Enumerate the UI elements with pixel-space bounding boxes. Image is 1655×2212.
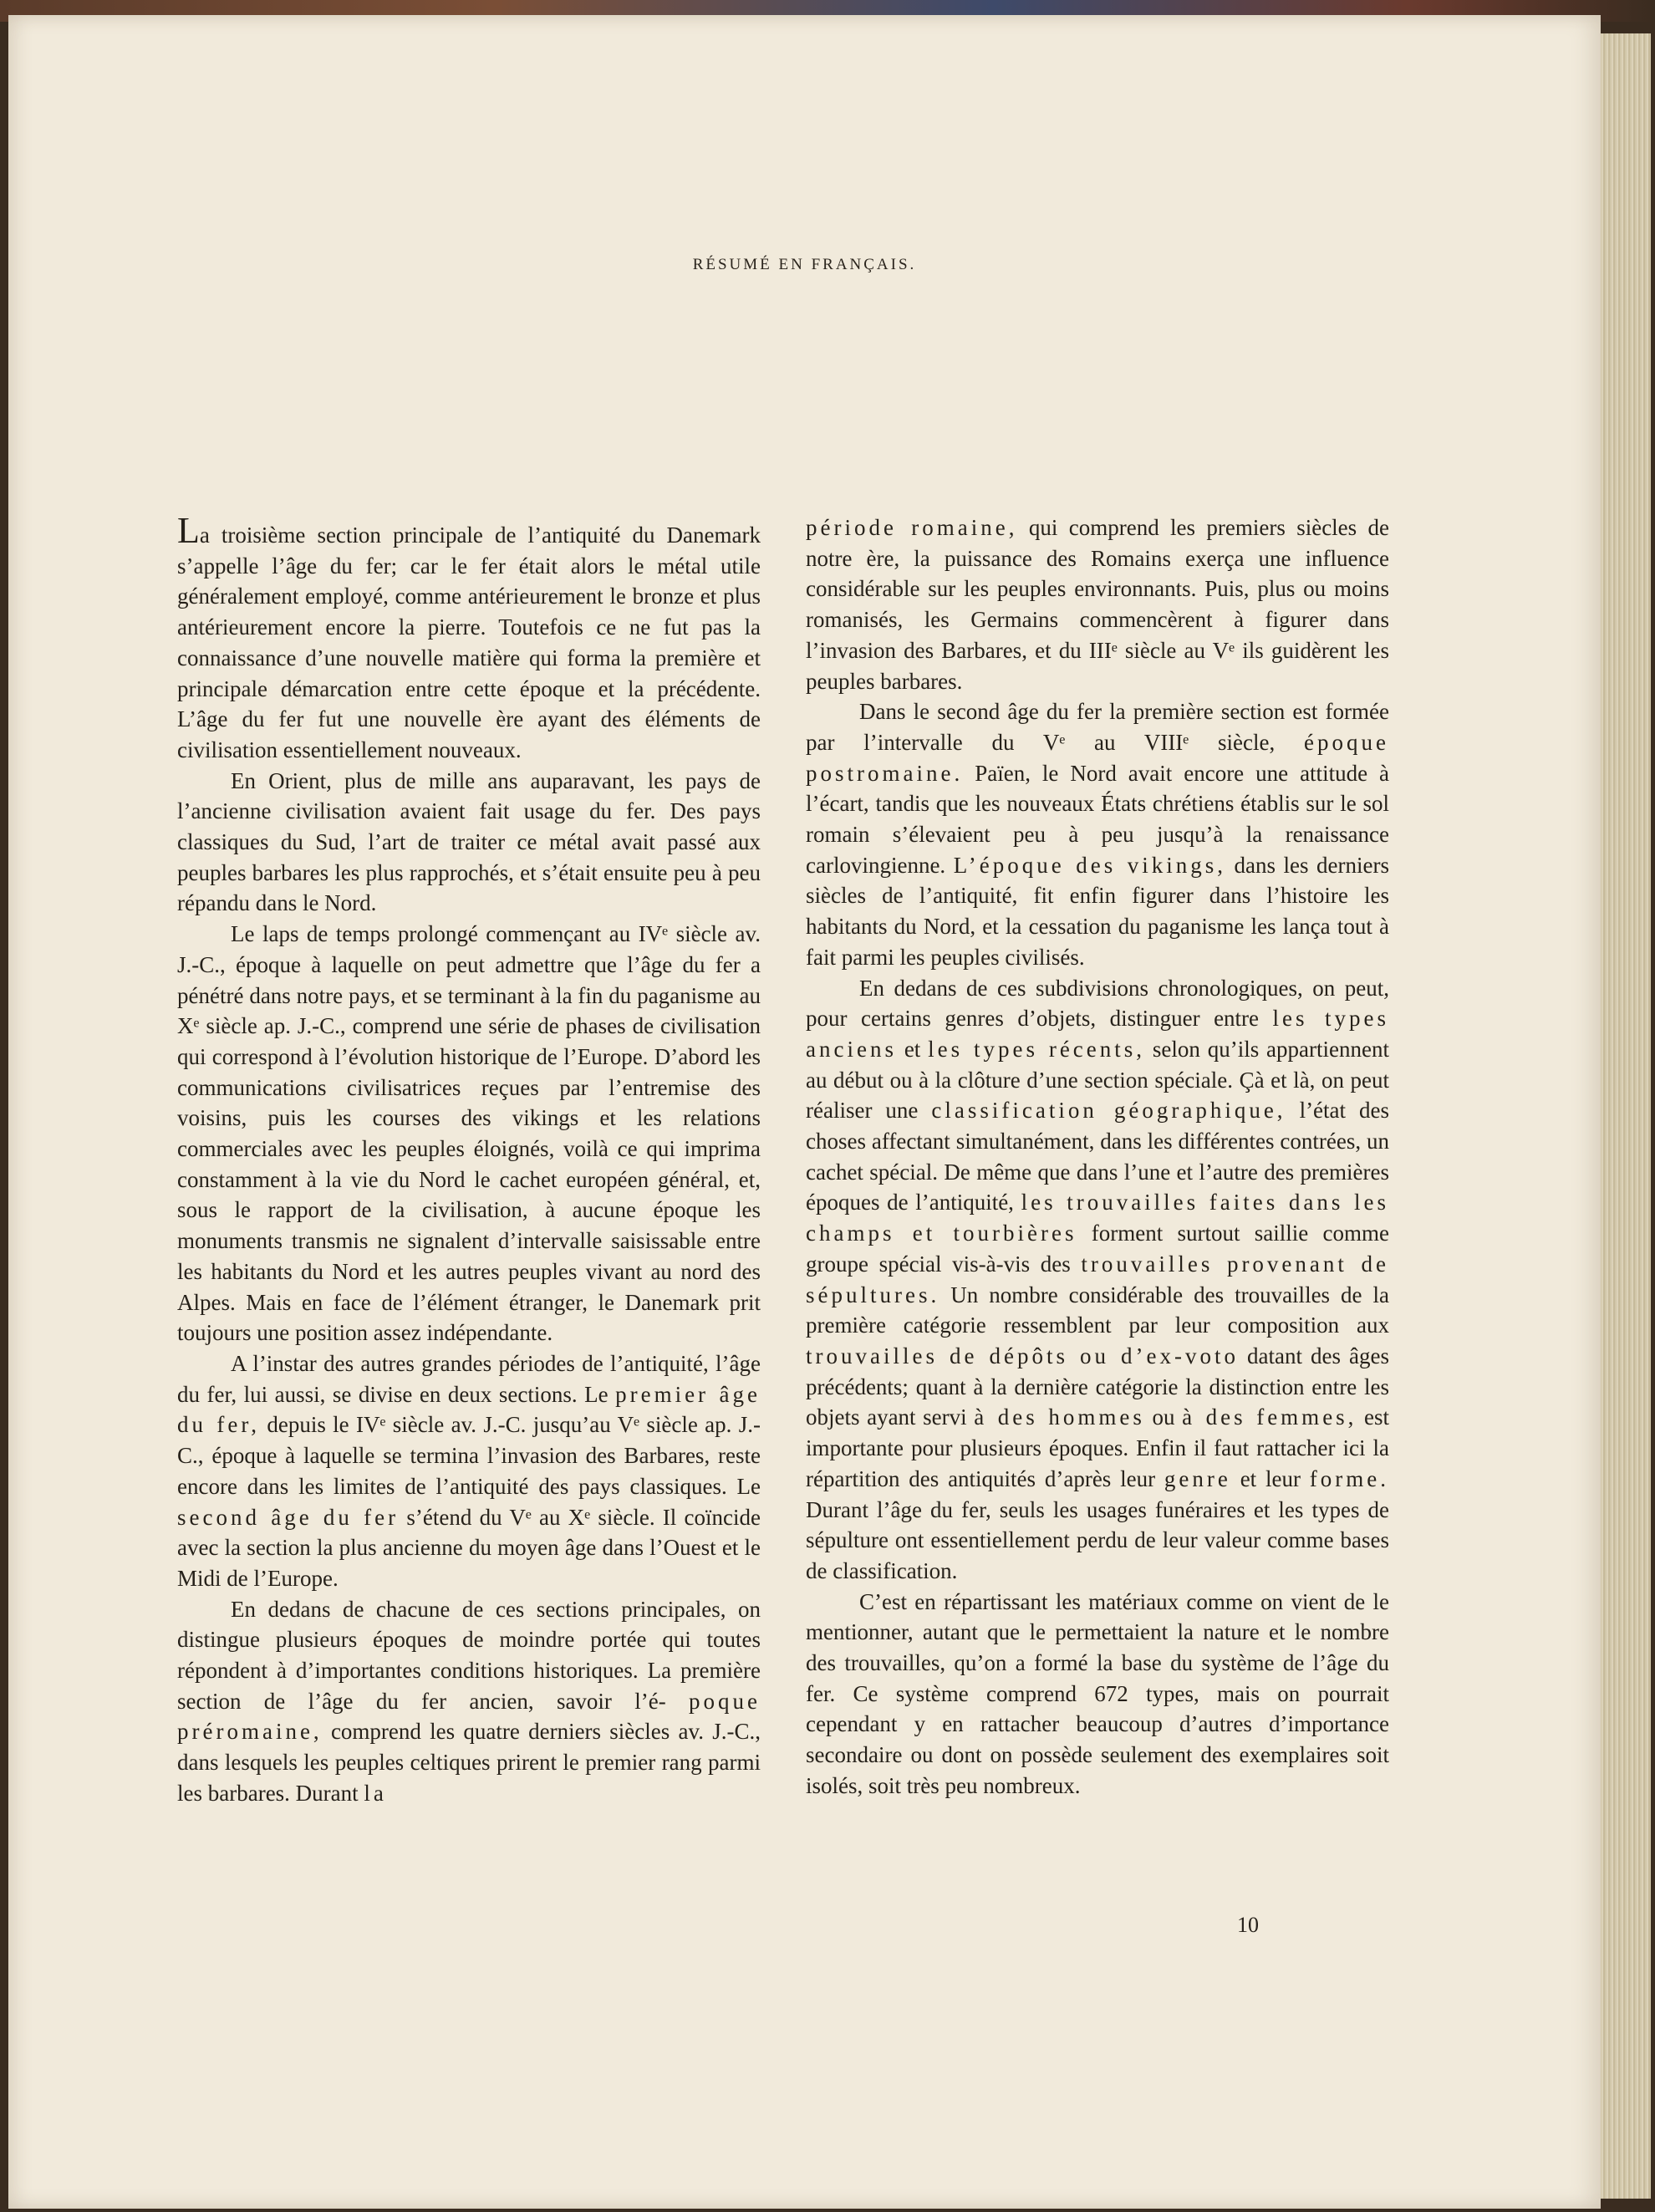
paragraph-text: a troisième section principale de l’antiquité du Danemark s’appelle l’âge du fer; car le fer était alors le métal utile généralement employé, comme antérieurement le bronze et plus antérieurement encore la pierre. Toutefois ce ne fut pas la connaissance d’une nouvelle matière qui forma la première et principale démarcation entre cette époque et la précédente. L’âge du fer fut une nouvelle ère ayant des éléments de civilisation essentiellement nouveaux.: [177, 522, 761, 762]
paragraph-text: datant des âges précédents; quant à la dernière catégorie la distinction entre les objets ayant servi: [806, 1343, 1390, 1430]
book-page: [8, 15, 1601, 2209]
paragraph-3: Le laps de temps prolongé commençant au IVᵉ siècle av. J.-C., époque à laquelle on peut admettre que l’âge du fer a pénétré dans notre pays, et se terminant à la fin du paganisme au Xᵉ siècle ap. J.-C., comprend une série de phases de civilisation qui correspond à l’évolution historique de l’Europe. D’abord les communications civilisatrices reçues par l’entremise des voisins, puis les courses des vikings et les relations commerciales avec les peuples éloignés, voilà ce qui imprima constamment à la vie du Nord le cachet européen général, et, sous le rapport de la civilisation, à aucune époque les monuments transmis ne signalent d’intervalle saisissable entre les habitants du Nord et les autres peuples vivant au nord des Alpes. Mais en face de l’élément étranger, le Danemark prit toujours une position assez indépendante.: [177, 921, 761, 1346]
spaced-term: genre: [1164, 1465, 1231, 1491]
paragraph-8: [806, 973, 1389, 1587]
spaced-term: les trouvailles faites dans les champs et tourbières: [806, 1190, 1390, 1246]
spaced-term: période romaine,: [806, 515, 1018, 540]
paragraph-text: s’étend du Vᵉ au Xᵉ siècle. Il coïncide avec la section la plus ancienne du moyen âge dans l’Ouest et le Midi de l’Europe.: [177, 1504, 761, 1591]
paragraph-5: [177, 1594, 761, 1809]
spaced-term: les types récents,: [928, 1036, 1146, 1062]
paragraph-1: [177, 512, 761, 766]
page-edges: [1601, 33, 1651, 2199]
spaced-term: classification géographique,: [931, 1098, 1286, 1124]
paragraph-text: l’état des choses affectant simultanément, dans les différentes contrées, un cachet spécial. De même que dans l’une et l’autre des premières époques de l’antiquité,: [806, 1098, 1390, 1216]
paragraph-text: Durant l’âge du fer, seuls les usages funéraires et les types de sépulture ont essentiellement perdu de leur valeur comme bases de classification.: [806, 1496, 1389, 1583]
spaced-term: les types anciens: [806, 1006, 1390, 1062]
paragraph-2: En Orient, plus de mille ans auparavant, les pays de l’ancienne civilisation avaient fait usage du fer. Des pays classiques du Sud, l’art de traiter ce métal avait passé aux peuples barbares les plus rapprochés, et s’était ensuite peu à peu répandu dans le Nord.: [177, 767, 761, 916]
spaced-term: trouvailles provenant de sépultures.: [806, 1251, 1389, 1307]
spaced-term: trouvailles de dépôts ou d’ex-voto: [806, 1343, 1239, 1368]
paragraph-text: et leur: [1240, 1465, 1301, 1491]
paragraph-text: forment surtout saillie comme groupe spécial vis-à-vis des: [806, 1221, 1389, 1277]
paragraph-text: qui comprend les premiers siècles de notre ère, la puissance des Romains exerça une influence considérable sur les peuples environnants. Puis, plus ou moins romanisés, les Germains commencèrent à figurer dans l’invasion des Barbares, et du IIIᵉ siècle au Vᵉ ils guidèrent les peuples barbares.: [806, 515, 1389, 694]
spaced-term: à des femmes,: [1182, 1404, 1357, 1430]
paragraph-text: est importante pour plusieurs époques. Enfin il faut rattacher ici la répartition des antiquités d’après leur: [806, 1404, 1390, 1491]
left-column: [177, 512, 761, 1809]
paragraph-text: selon qu’ils appartiennent au début ou à la clôture d’une section spéciale. Çà et là, on peut réaliser une: [806, 1036, 1389, 1124]
paragraph-text: En dedans de ces subdivisions chronologiques, on peut, pour certains genres d’objets, distinguer entre: [806, 975, 1389, 1032]
spaced-term: L’époque des vikings,: [953, 852, 1226, 878]
paragraph-text: A l’instar des autres grandes périodes de l’antiquité, l’âge du fer, lui aussi, se divise en deux sections. Le: [177, 1350, 761, 1407]
right-column: [806, 512, 1389, 1802]
paragraph-text: Dans le second âge du fer la première section est formée par l’intervalle du Vᵉ au VIIIᵉ siècle,: [806, 699, 1389, 755]
spaced-term: la: [364, 1780, 387, 1806]
spaced-term: époque postromaine.: [806, 729, 1389, 786]
paragraph-text: Un nombre considérable des trouvailles de la première catégorie ressemblent par leur composition aux: [806, 1282, 1389, 1338]
page-number: 10: [1237, 1913, 1259, 1937]
paragraph-text: et: [904, 1036, 921, 1062]
paragraph-9: C’est en répartissant les matériaux comme on vient de le mentionner, autant que le permettaient la nature et le nombre des trouvailles, qu’on a formé la base du système de l’âge du fer. Ce système comprend 672 types, mais on pourrait cependant y en rattacher beaucoup d’autres d’importance secondaire ou dont on possède seulement des exemplaires soit isolés, soit très peu nombreux.: [806, 1588, 1389, 1798]
paragraph-text: ou: [1152, 1404, 1175, 1430]
spaced-term: second âge du fer: [177, 1504, 400, 1530]
paragraph-text: dans les derniers siècles de l’antiquité, fit enfin figurer dans l’histoire les habitants du Nord, et la cessation du paganisme les lança tout à fait parmi les peuples civilisés.: [806, 852, 1390, 970]
paragraph-7: [806, 696, 1389, 972]
drop-cap: L: [177, 510, 200, 551]
spaced-term: poque préromaine,: [177, 1688, 761, 1745]
paragraph-text: En dedans de chacune de ces sections principales, on distingue plusieurs époques de moindre portée qui toutes répondent à d’importantes conditions historiques. La première section de l’âge du fer ancien, savoir l’é-: [177, 1596, 761, 1714]
paragraph-text: depuis le IVᵉ siècle av. J.-C. jusqu’au Vᵉ siècle ap. J.-C., époque à laquelle se termina l’invasion des Barbares, reste encore dans les limites de l’antiquité des pays classiques. Le: [177, 1412, 761, 1499]
paragraph-6: [806, 512, 1389, 696]
spaced-term: forme.: [1309, 1465, 1390, 1491]
paragraph-text: comprend les quatre derniers siècles av. J.-C., dans lesquels les peuples celtiques prirent le premier rang parmi les barbares. Durant: [177, 1719, 761, 1806]
running-head: RÉSUMÉ EN FRANÇAIS.: [692, 256, 917, 273]
spaced-term: premier âge du fer,: [177, 1381, 761, 1438]
paragraph-4: [177, 1348, 761, 1594]
paragraph-text: Païen, le Nord avait encore une attitude à l’écart, tandis que les nouveaux États chrétiens établis sur le sol romain s’élevaient peu à peu jusqu’à la renaissance carlovingienne.: [806, 760, 1389, 878]
spaced-term: à des hommes: [974, 1404, 1145, 1430]
